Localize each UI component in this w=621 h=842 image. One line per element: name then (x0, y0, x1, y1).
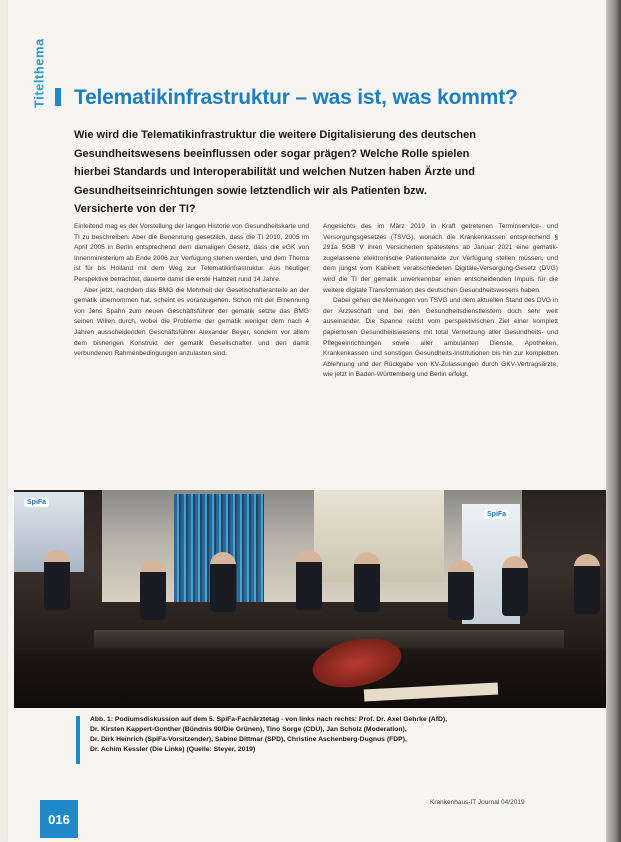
panelist (502, 556, 528, 616)
article-body (74, 222, 558, 490)
spifa-logo: SpiFa (484, 510, 509, 519)
panelist (140, 560, 166, 620)
panelist (448, 560, 474, 620)
panelist (354, 552, 380, 612)
panel-discussion-photo (14, 490, 606, 708)
caption-line: Abb. 1: Podiumsdiskussion auf dem 5. SpiFa-Fachärztetag - von links nach rechts: Prof. Dr. Axel Gehrke (AfD), (90, 716, 448, 723)
body-paragraph: Einleitend mag es der Vorstellung der langen Historie von Gesundheitskarte und TI zu beschreiben. Aber die Benennung gesetzlich, dass die TI 2010, 2005 im April 2005 in Berlin entsprechend dem damaligen Gesetz, dass die eGK von Innenministerium ab Ende 2006 zur Verfügung stehen werden, und dem Thema ist für bis Holland mit dem Weg zur Telematikinfrastruktur. Aus heutiger Perspektive betrachtet, dauerte damit die erste Halbzeit rund 14 Jahre. (74, 223, 309, 283)
panelist (44, 550, 70, 610)
body-paragraph: Aber jetzt, nachdem das BMG die Mehrheit der Gesellschafteranteile an der gematik übernommen hat, scheint es voranzugehen. Schon mit der Ernennung von Jens Spahn zum neuen Geschäftsführer der gematik setzte das BMG seinen Willen durch, wobei die Probleme der gematik weniger dem nach 4 Jahren ausscheidenden Geschäftsführer Alexander Beyer, sondern vor allem dem bisherigen Konstrukt der gematik Gesellschafter und den damit verbundenen Rahmenbedingungen anzulasten sind. (74, 286, 309, 358)
article-title: Telematikinfrastruktur – was ist, was kommt? (74, 86, 518, 109)
lead-line: Wie wird die Telematikinfrastruktur die weitere Digitalisierung des deutschen (74, 129, 476, 141)
panelist (210, 552, 236, 612)
lead-line: Gesundheitseinrichtungen sowie letztendlich wir als Patienten bzw. (74, 184, 427, 197)
page-number: 016 (40, 800, 78, 838)
body-column-left (74, 222, 309, 490)
panel-table (94, 630, 564, 648)
body-paragraph: Angesichts des im März 2019 in Kraft getretenen Terminservice- und Versorgungsgesetzes (TSVG), wonach die Krankenkassen entsprechend § 291a SGB V ihren Versicherten spätestens ab Januar 2021 eine gematik-zugelassene elektronische Patientenakte zur Verfügung stellen müssen, und dem jüngst vom Kabinett verabschiedeten Digitale-Versorgung-Gesetz (DVG) wird die TI der gematik unverkennbar einen entscheidenden Impuls für die weitere digitale Transformation des deutschen Gesundheitswesens haben. (323, 223, 558, 294)
photo-caption (90, 715, 560, 755)
article-lead (74, 126, 514, 219)
title-accent-bar (55, 88, 61, 106)
body-paragraph: Dabei gehen die Meinungen von TSVG und dem aktuellen Stand des DVG in der Ärzteschaft und bei den Gesundheitsdienstleistern doch sehr weit auseinander. Die Spanne reicht vom perspektivischen Ziel einer komplett papierlosen Gesundheitswesens mit total Vernetzung aller Gesundheits- und Pflegeeinrichtungen sowie aller ambulanten Dienste, Apotheken, Krankenkassen und sonstigen Gesundheits-Institutionen bis hin zur kompletten Ablehnung und der Rückgabe von KV-Zulassungen durch GKV-Vertragsärzte, wie jetzt in Baden-Württemberg und Berlin erfolgt. (323, 297, 558, 379)
journal-footer: Krankenhaus-IT Journal 04/2019 (430, 799, 525, 806)
caption-line: Dr. Achim Kessler (Die Linke) (Quelle: Steyer, 2019) (90, 746, 256, 753)
panelist (574, 554, 600, 614)
spifa-logo: SpiFa (24, 498, 49, 507)
caption-line: Dr. Dirk Heinrich (SpiFa-Vorsitzender), Sabine Dittmar (SPD), Christine Aschenberg-Dugnus (FDP), (90, 736, 407, 743)
panelist (296, 550, 322, 610)
lead-line: hierbei Standards und Interoperabilität und welchen Nutzen haben Ärzte und (74, 166, 475, 178)
book-spine (606, 0, 621, 842)
section-label: Titelthema (31, 38, 47, 108)
caption-accent-bar (76, 716, 80, 764)
caption-line: Dr. Kirsten Kappert-Gonther (Bündnis 90/Die Grünen), Tino Sorge (CDU), Jan Scholz (Moderation), (90, 726, 407, 733)
body-column-right (323, 222, 558, 490)
lead-line: Gesundheitswesens beeinflussen oder sogar prägen? Welche Rolle spielen (74, 147, 470, 160)
lead-line: Versicherte von der TI? (74, 203, 196, 215)
